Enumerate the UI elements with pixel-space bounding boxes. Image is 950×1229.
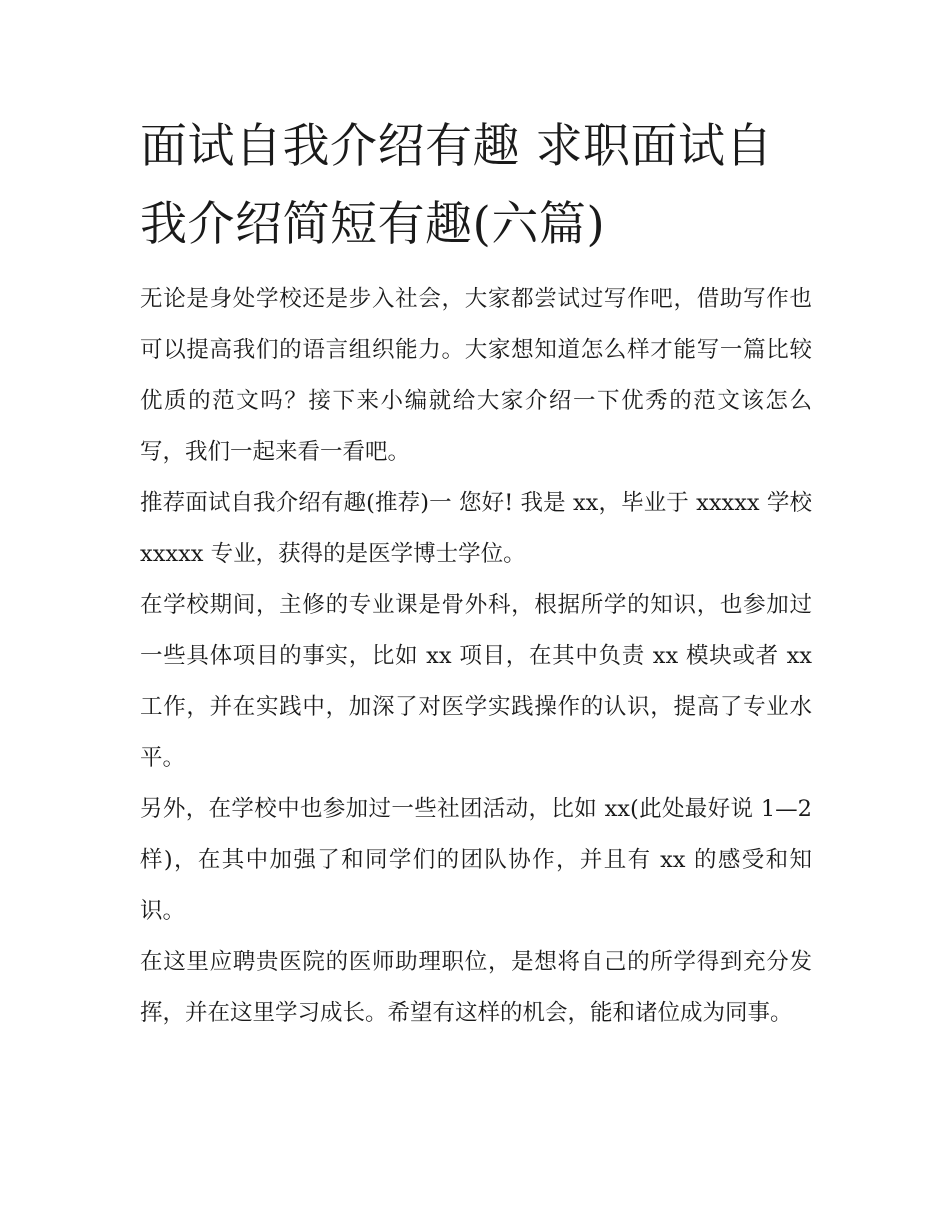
document-title: 面试自我介绍有趣 求职面试自我介绍简短有趣(六篇): [140, 119, 773, 252]
paragraph-greeting: 推荐面试自我介绍有趣(推荐)一 您好! 我是 xx，毕业于 xxxxx 学校 xxxxx 专业，获得的是医学博士学位。: [140, 490, 812, 567]
document-body: [140, 274, 812, 1039]
paragraph-activities: 另外，在学校中也参加过一些社团活动，比如 xx(此处最好说 1—2 样)，在其中加强了和同学们的团队协作，并且有 xx 的感受和知识。: [140, 796, 812, 924]
paragraph-application: 在这里应聘贵医院的医师助理职位，是想将自己的所学得到充分发挥，并在这里学习成长。希望有这样的机会，能和诸位成为同事。: [140, 949, 812, 1026]
document-page: [140, 108, 812, 1039]
paragraph-intro: 无论是身处学校还是步入社会，大家都尝试过写作吧，借助写作也可以提高我们的语言组织能力。大家想知道怎么样才能写一篇比较优质的范文吗？接下来小编就给大家介绍一下优秀的范文该怎么写，我们一起来看一看吧。: [140, 286, 812, 465]
paragraph-studies: 在学校期间，主修的专业课是骨外科，根据所学的知识，也参加过一些具体项目的事实，比如 xx 项目，在其中负责 xx 模块或者 xx 工作，并在实践中，加深了对医学实践操作的认识，提高了专业水平。: [140, 592, 812, 771]
